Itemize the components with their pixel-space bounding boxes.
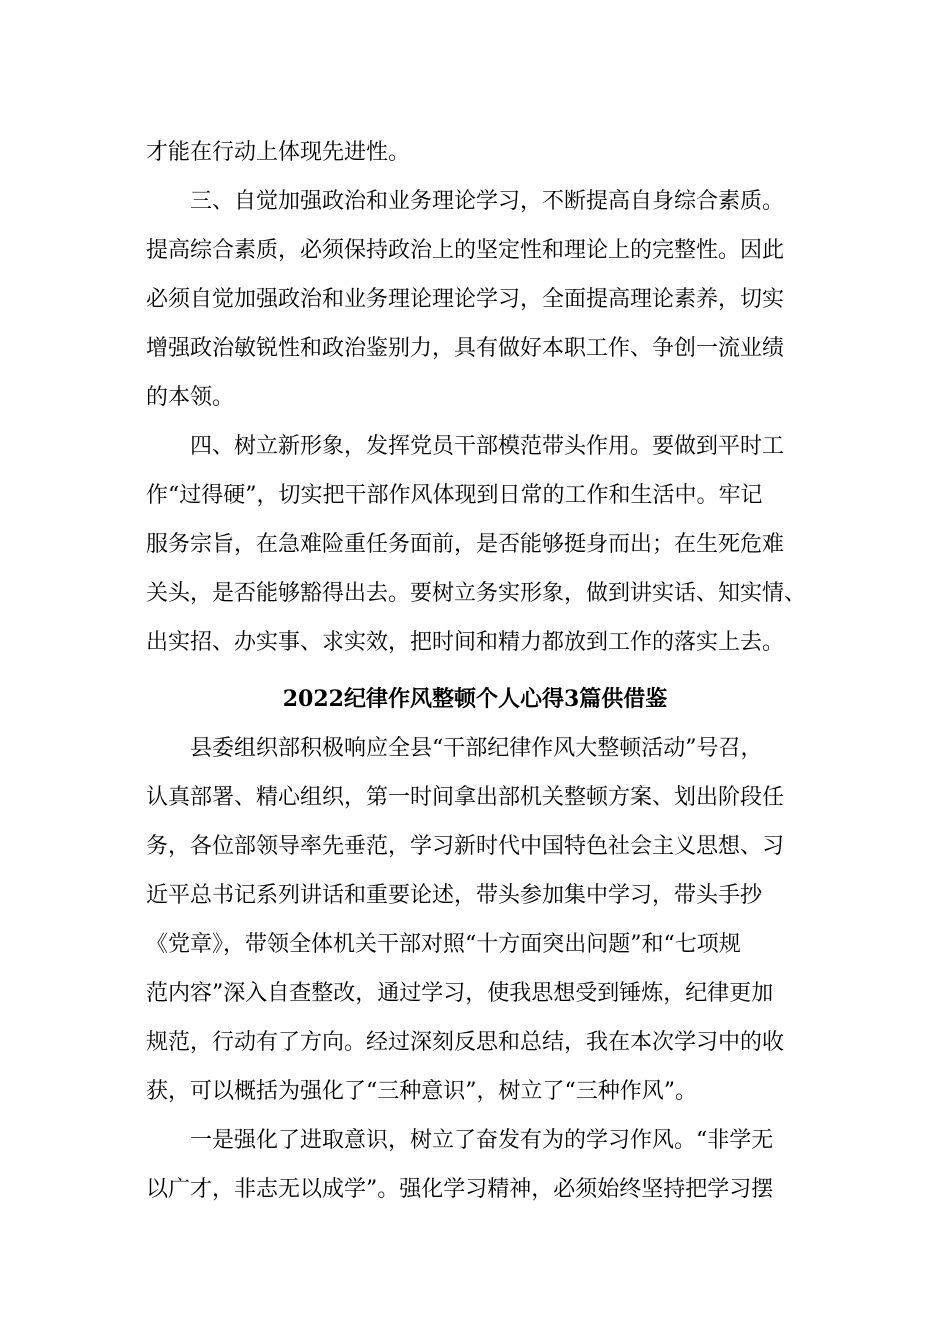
text-line: 作“过得硬”，切实把干部作风体现到日常的工作和生活中。牢记	[146, 483, 763, 508]
text-line: 关头，是否能够豁得出去。要树立务实形象，做到讲实话、知实情、	[146, 581, 807, 606]
text-line: 一是强化了进取意识，树立了奋发有为的学习作风。“非学无	[190, 1128, 774, 1153]
text-line: 近平总书记系列讲话和重要论述，带头参加集中学习，带头手抄	[146, 883, 763, 908]
text-line: 提高综合素质，必须保持政治上的坚定性和理论上的完整性。因此	[146, 238, 785, 263]
text-line: 范内容”深入自查整改，通过学习，使我思想受到锤炼，纪律更加	[146, 981, 774, 1006]
text-line: 务，各位部领导率先垂范，学习新时代中国特色社会主义思想、习	[146, 834, 785, 859]
text-line: 认真部署、精心组织，第一时间拿出部机关整顿方案、划出阶段任	[146, 785, 785, 810]
text-line: 的本领。	[146, 385, 235, 410]
text-line: 三、自觉加强政治和业务理论学习，不断提高自身综合素质。	[190, 189, 785, 214]
text-line: 出实招、办实事、求实效，把时间和精力都放到工作的落实上去。	[146, 630, 785, 655]
text-line: 规范，行动有了方向。经过深刻反思和总结，我在本次学习中的收	[146, 1030, 785, 1055]
text-line: 才能在行动上体现先进性。	[146, 140, 411, 165]
text-line: 必须自觉加强政治和业务理论理论学习，全面提高理论素养，切实	[146, 287, 785, 312]
text-line: 增强政治敏锐性和政治鉴别力，具有做好本职工作、争创一流业绩	[146, 336, 785, 361]
text-line: 以广才，非志无以成学”。强化学习精神，必须始终坚持把学习摆	[146, 1177, 774, 1202]
text-line: 四、树立新形象，发挥党员干部模范带头作用。要做到平时工	[190, 434, 785, 459]
document-title: 2022纪律作风整顿个人心得3篇供借鉴	[282, 686, 668, 712]
text-line: 县委组织部积极响应全县“干部纪律作风大整顿活动”号召，	[190, 736, 763, 761]
text-line: 《党章》，带领全体机关干部对照“十方面突出问题”和“七项规	[146, 932, 741, 957]
text-line: 服务宗旨，在急难险重任务面前，是否能够挺身而出；在生死危难	[146, 532, 785, 557]
text-line: 获，可以概括为强化了“三种意识”，树立了“三种作风”。	[146, 1079, 697, 1104]
